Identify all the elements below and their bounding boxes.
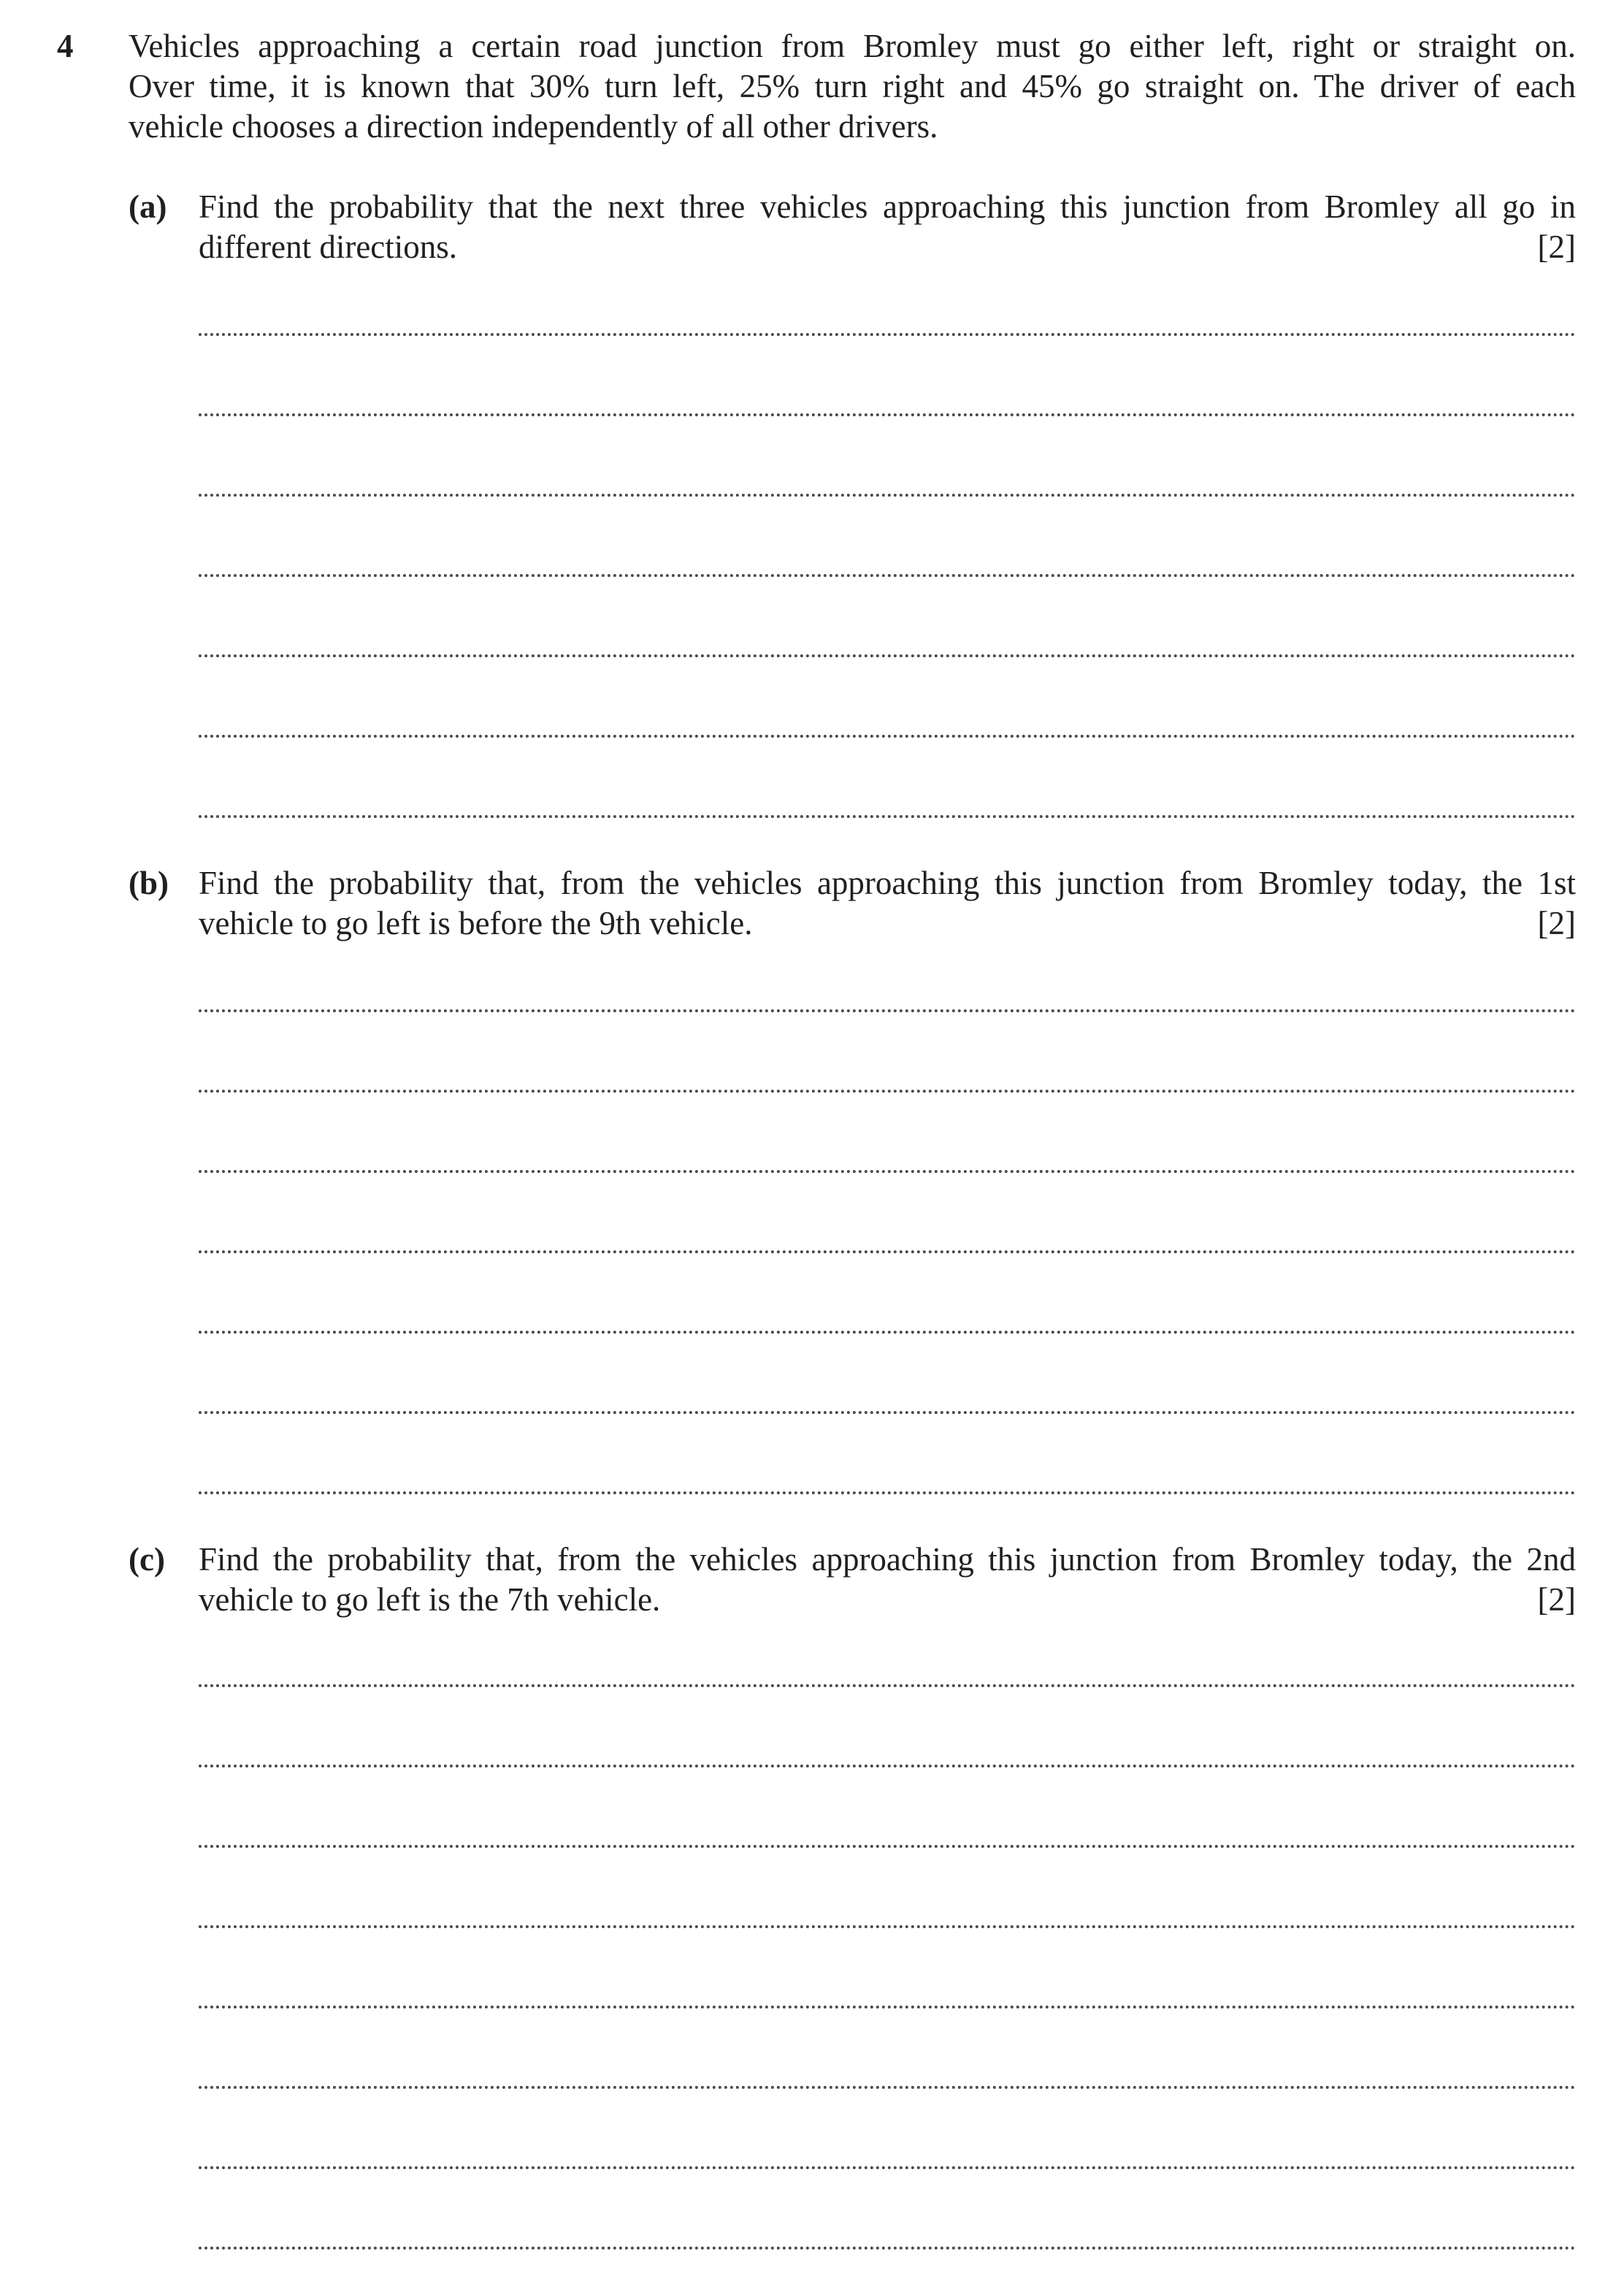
- answer-line-c2[interactable]: [199, 1765, 1576, 1767]
- answer-line-b3[interactable]: [199, 1170, 1576, 1173]
- answer-line-b6[interactable]: [199, 1411, 1576, 1414]
- answer-line-a7[interactable]: [199, 815, 1576, 818]
- part-a-label: (a): [129, 188, 167, 225]
- part-c-marks: [2]: [1537, 1581, 1576, 1618]
- part-c-line2: vehicle to go left is the 7th vehicle.: [199, 1581, 661, 1618]
- question-stem: [129, 26, 1576, 147]
- part-a-line2: different directions.: [199, 229, 458, 265]
- part-c-line1: Find the probability that, from the vehicles approaching this junction from Bromley today, the 2nd: [199, 1541, 1576, 1578]
- part-a-line1: Find the probability that the next three vehicles approaching this junction from Bromley all go in: [199, 188, 1576, 225]
- answer-line-b7[interactable]: [199, 1491, 1576, 1494]
- answer-line-c4[interactable]: [199, 1925, 1576, 1928]
- answer-line-c6[interactable]: [199, 2086, 1576, 2089]
- answer-line-c8[interactable]: [199, 2247, 1576, 2250]
- answer-line-a3[interactable]: [199, 494, 1576, 497]
- answer-line-b4[interactable]: [199, 1250, 1576, 1253]
- answer-line-c5[interactable]: [199, 2006, 1576, 2008]
- answer-line-c3[interactable]: [199, 1845, 1576, 1848]
- answer-line-a1[interactable]: [199, 333, 1576, 336]
- answer-line-c1[interactable]: [199, 1684, 1576, 1687]
- stem-line: Over time, it is known that 30% turn left, 25% turn right and 45% go straight on. The driver of each: [129, 68, 1576, 104]
- answer-line-b1[interactable]: [199, 1009, 1576, 1012]
- part-b-line2: vehicle to go left is before the 9th vehicle.: [199, 905, 753, 941]
- part-b-line1: Find the probability that, from the vehicles approaching this junction from Bromley today, the 1st: [199, 865, 1576, 901]
- part-c-label: (c): [129, 1541, 165, 1578]
- stem-line: vehicle chooses a direction independently of all other drivers.: [129, 108, 938, 145]
- answer-line-c7[interactable]: [199, 2166, 1576, 2169]
- answer-line-a2[interactable]: [199, 413, 1576, 416]
- part-a-text: [199, 187, 1576, 267]
- part-b-label: (b): [129, 865, 169, 901]
- answer-line-a4[interactable]: [199, 574, 1576, 577]
- part-a-marks: [2]: [1537, 229, 1576, 265]
- answer-line-b2[interactable]: [199, 1090, 1576, 1093]
- part-b-marks: [2]: [1537, 905, 1576, 941]
- question-number: 4: [57, 28, 74, 64]
- part-b-text: [199, 863, 1576, 944]
- answer-line-a6[interactable]: [199, 735, 1576, 738]
- answer-line-a5[interactable]: [199, 654, 1576, 657]
- stem-line: Vehicles approaching a certain road junction from Bromley must go either left, right or straight on.: [129, 28, 1576, 64]
- answer-line-b5[interactable]: [199, 1331, 1576, 1334]
- part-c-text: [199, 1540, 1576, 1620]
